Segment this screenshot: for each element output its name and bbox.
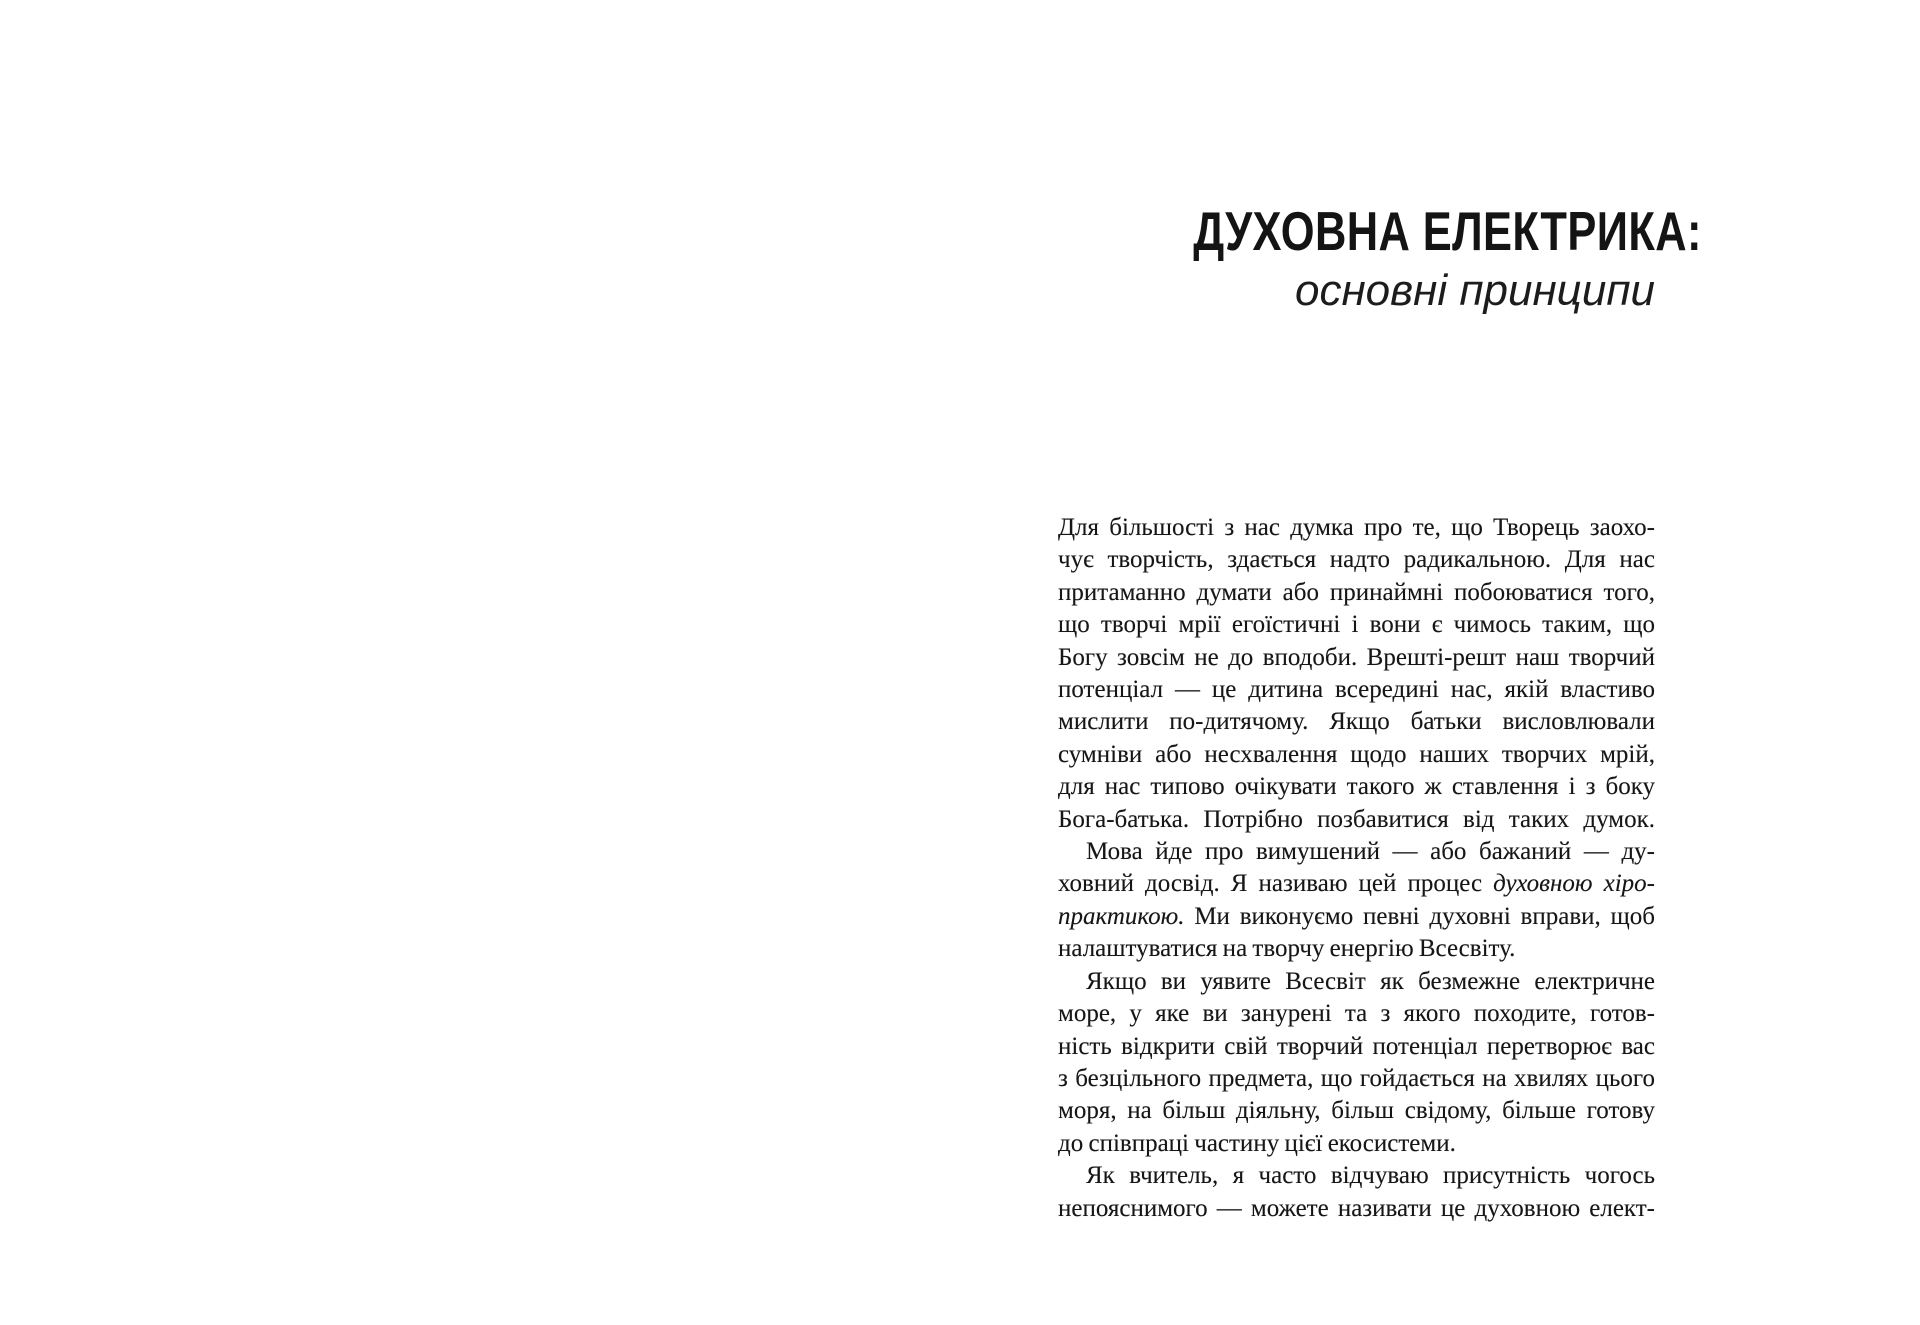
text-segment: до співпраці частину цієї екосистеми. — [1058, 1129, 1456, 1157]
chapter-subtitle: основні принципи — [1294, 266, 1655, 315]
text-segment: Ми виконуємо певні духовні вправи, щоб — [1184, 902, 1655, 930]
text-segment: ність відкрити свій творчий потенціал перетворює вас — [1058, 1032, 1655, 1060]
text-line — [1058, 933, 1655, 965]
text-line — [1058, 706, 1655, 738]
paragraph — [1058, 966, 1655, 1160]
text-segment: що творчі мрії егоїстичні і вони є чимось таким, що — [1058, 611, 1655, 639]
text-line — [1058, 739, 1655, 771]
text-segment: з безцільного предмета, що гойдається на хвилях цього — [1058, 1064, 1655, 1092]
text-line — [1058, 998, 1655, 1030]
paragraph — [1058, 1160, 1655, 1225]
text-line — [1058, 1063, 1655, 1095]
text-line — [1058, 1031, 1655, 1063]
text-segment: Як вчитель, я часто відчуваю присутність чогось — [1086, 1162, 1655, 1190]
text-line — [1058, 966, 1655, 998]
text-line — [1058, 901, 1655, 933]
chapter-title — [1058, 200, 1702, 262]
text-segment: налаштуватися на творчу енергію Всесвіту. — [1058, 935, 1516, 963]
text-segment: моря, на більш діяльну, більш свідому, більше готову — [1058, 1097, 1655, 1125]
text-segment: ховний досвід. Я називаю цей процес — [1058, 870, 1494, 898]
text-segment: Для більшості з нас думка про те, що Творець заохо- — [1058, 514, 1655, 541]
text-line — [1058, 609, 1655, 641]
text-segment: сумніви або несхвалення щодо наших творчих мрій, — [1058, 740, 1655, 768]
text-line — [1058, 642, 1655, 674]
italic-text-segment: духовною хіро- — [1493, 870, 1655, 898]
text-line — [1058, 674, 1655, 706]
text-segment: потенціал — це дитина всередині нас, якій властиво — [1058, 676, 1655, 704]
text-line — [1058, 804, 1655, 836]
italic-text-segment: практикою. — [1058, 902, 1185, 930]
text-line — [1058, 577, 1655, 609]
text-line — [1058, 512, 1655, 544]
text-line — [1058, 1160, 1655, 1192]
text-segment: притаманно думати або принаймні побоюватися того, — [1058, 578, 1655, 606]
paragraph — [1058, 836, 1655, 966]
text-line — [1058, 868, 1655, 900]
text-segment: Якщо ви уявите Всесвіт як безмежне електричне — [1086, 967, 1655, 995]
text-segment: для нас типово очікувати такого ж ставлення і з боку — [1058, 773, 1655, 801]
text-segment: непояснимого — можете називати це духовною елект- — [1058, 1194, 1655, 1222]
text-segment: Бога-батька. Потрібно позбавитися від таких думок. — [1058, 805, 1655, 833]
text-line — [1058, 544, 1655, 576]
text-segment: Богу зовсім не до вподоби. Врешті-решт наш творчий — [1058, 643, 1655, 671]
text-line — [1058, 771, 1655, 803]
chapter-title-text: ДУХОВНА ЕЛЕКТРИКА: — [1193, 200, 1702, 262]
text-line — [1058, 1193, 1655, 1225]
right-page — [960, 0, 1920, 1325]
chapter-heading — [1058, 200, 1702, 317]
text-line — [1058, 1095, 1655, 1127]
text-line — [1058, 836, 1655, 868]
text-segment: море, у яке ви занурені та з якого походите, готов- — [1058, 1000, 1655, 1028]
paragraph — [1058, 512, 1655, 836]
body-text — [1058, 512, 1655, 1225]
text-segment: чує творчість, здається надто радикальною. Для нас — [1058, 546, 1655, 574]
text-segment: мислити по-дитячому. Якщо батьки висловлювали — [1058, 708, 1655, 736]
text-line — [1058, 1128, 1655, 1160]
text-segment: Мова йде про вимушений — або бажаний — ду- — [1086, 838, 1655, 866]
